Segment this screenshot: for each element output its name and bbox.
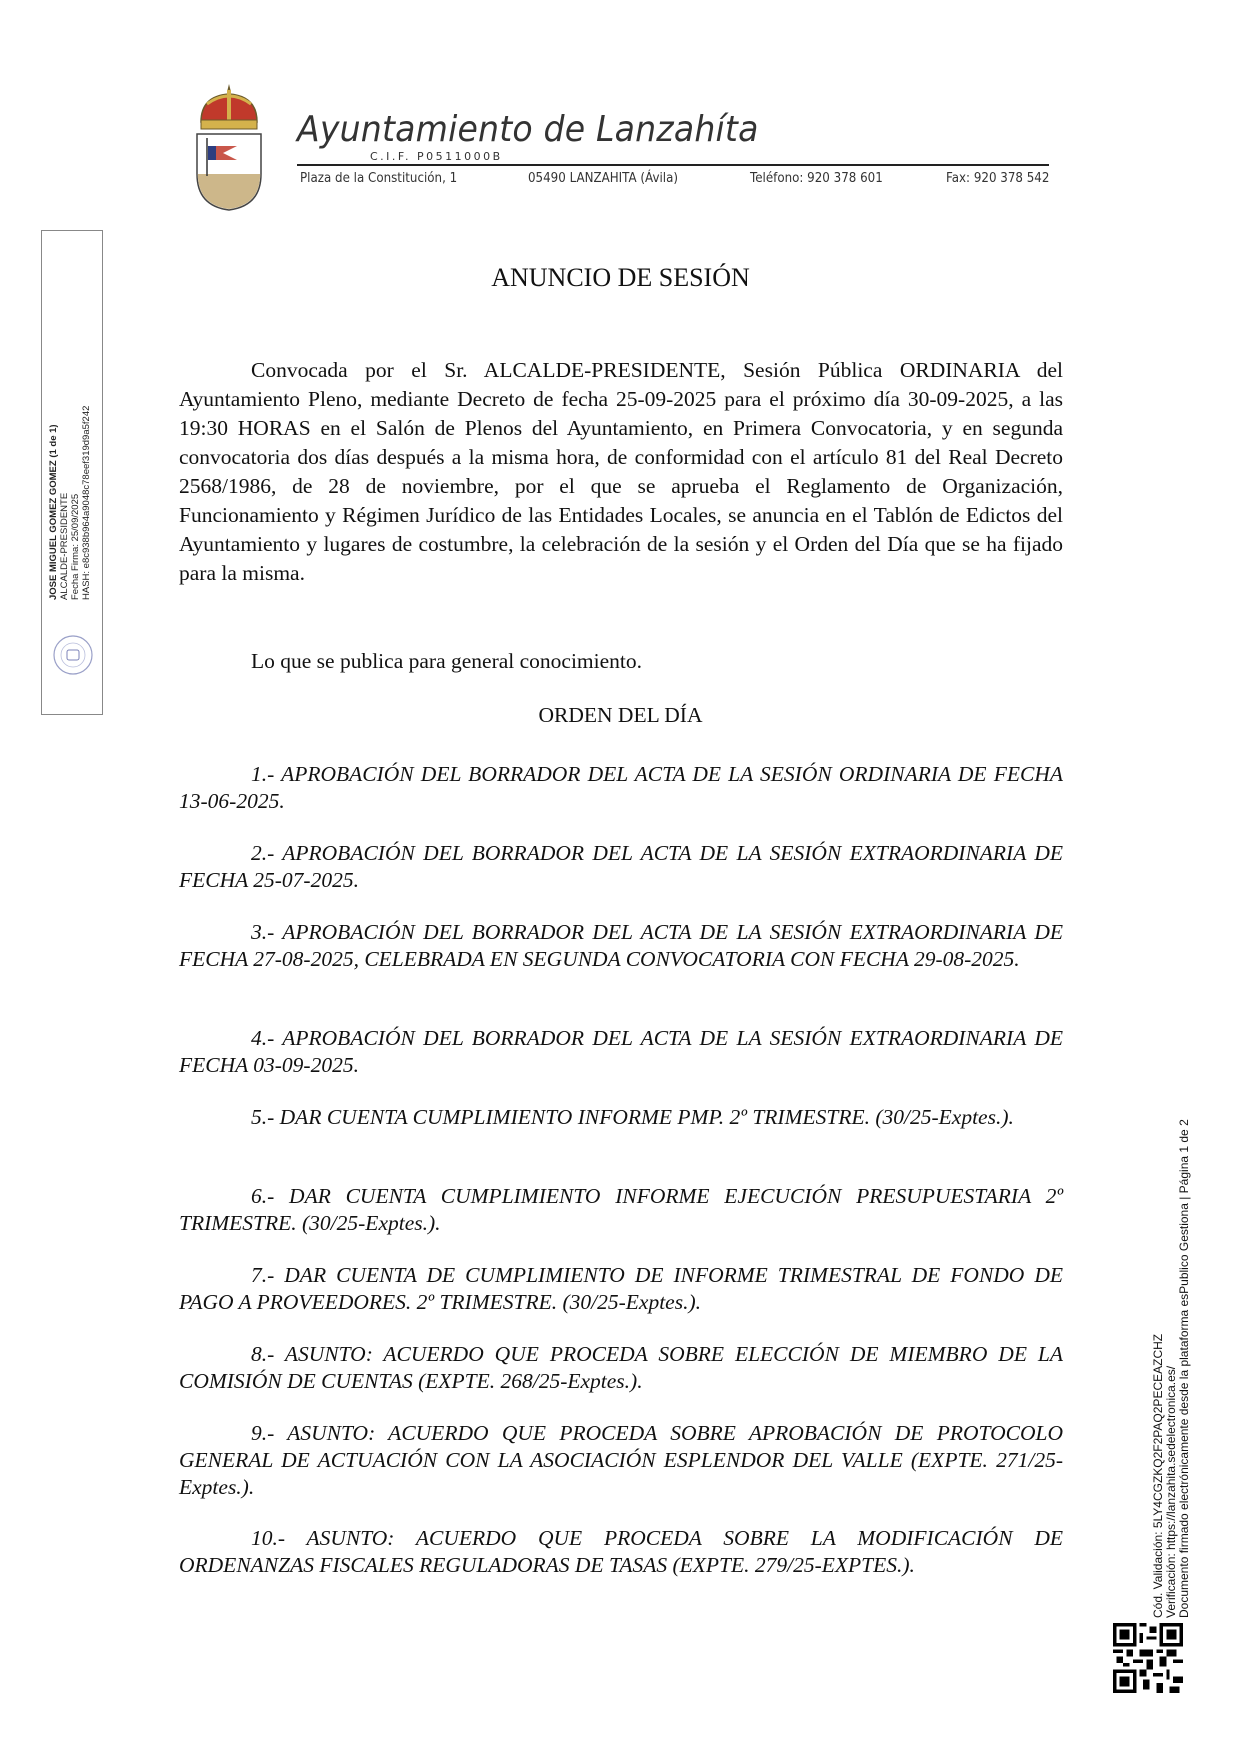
municipal-seal-icon	[52, 634, 94, 676]
intro-paragraph: Convocada por el Sr. ALCALDE-PRESIDENTE, Sesión Pública ORDINARIA del Ayuntamiento Pleno, mediante Decreto de fecha 25-09-2025 para el próximo día 30-09-2025, a las 19:30 HORAS en el Salón de Plenos del Ayuntamiento, en Primera Convocatoria, y en segunda convocatoria dos días después a la misma hora, de conformidad con el artículo 81 del Real Decreto 2568/1986, de 28 de noviembre, por el que se aprueba el Reglamento de Organización, Funcionamiento y Régimen Jurídico de las Entidades Locales, se anuncia en el Tablón de Edictos del Ayuntamiento y lugares de costumbre, la celebración de la sesión y el Orden del Día que se ha fijado para la misma.	[179, 358, 1063, 585]
signature-hash: HASH: e8c938b964a9048c78eef319d9a5f242	[81, 405, 92, 600]
agenda-title: ORDEN DEL DÍA	[538, 703, 703, 727]
signer-name: JOSE MIGUEL GOMEZ GOMEZ (1 de 1)	[48, 424, 59, 600]
validation-code: Cód. Validación: 5LY4CGZKQ2F2PAQ2PECEAZCHZ	[1151, 1333, 1165, 1618]
letterhead-title: Ayuntamiento de Lanzahíta	[297, 109, 759, 150]
document-title: ANUNCIO DE SESIÓN	[491, 263, 750, 292]
coat-of-arms-icon	[193, 82, 265, 212]
letterhead-city: 05490 LANZAHITA (Ávila)	[528, 170, 679, 186]
verification-block	[1152, 1119, 1191, 1618]
agenda-item: 5.- DAR CUENTA CUMPLIMIENTO INFORME PMP. 2º TRIMESTRE. (30/25-Exptes.).	[251, 1105, 1014, 1129]
agenda-item: 8.- ASUNTO: ACUERDO QUE PROCEDA SOBRE ELECCIÓN DE MIEMBRO DE LA COMISIÓN DE CUENTAS (EXPTE. 268/25-Exptes.).	[179, 1342, 1063, 1393]
agenda-item: 4.- APROBACIÓN DEL BORRADOR DEL ACTA DE LA SESIÓN EXTRAORDINARIA DE FECHA 03-09-2025.	[179, 1026, 1063, 1077]
signer-role: ALCALDE-PRESIDENTE	[59, 492, 70, 600]
letterhead-address: Plaza de la Constitución, 1	[300, 170, 458, 186]
signature-block	[48, 406, 92, 600]
agenda-item: 2.- APROBACIÓN DEL BORRADOR DEL ACTA DE LA SESIÓN EXTRAORDINARIA DE FECHA 25-07-2025.	[179, 841, 1063, 892]
verification-url[interactable]: Verificación: https://lanzahita.sedelectronica.es/	[1164, 1365, 1178, 1618]
agenda-item: 1.- APROBACIÓN DEL BORRADOR DEL ACTA DE LA SESIÓN ORDINARIA DE FECHA 13-06-2025.	[179, 762, 1063, 813]
signature-date: Fecha Firma: 25/09/2025	[70, 493, 81, 600]
agenda-item: 3.- APROBACIÓN DEL BORRADOR DEL ACTA DE LA SESIÓN EXTRAORDINARIA DE FECHA 27-08-2025, CELEBRADA EN SEGUNDA CONVOCATORIA CON FECHA 29-08-2025.	[179, 920, 1063, 971]
publication-note: Lo que se publica para general conocimiento.	[251, 649, 643, 673]
qr-code-icon[interactable]	[1113, 1623, 1183, 1693]
letterhead-rule	[297, 164, 1049, 166]
letterhead-fax: Fax: 920 378 542	[946, 170, 1050, 186]
letterhead-phone: Teléfono: 920 378 601	[750, 170, 883, 186]
letterhead-cif: C.I.F. P0511000B	[370, 150, 503, 163]
agenda-item: 7.- DAR CUENTA DE CUMPLIMIENTO DE INFORME TRIMESTRAL DE FONDO DE PAGO A PROVEEDORES. 2º TRIMESTRE. (30/25-Exptes.).	[179, 1263, 1063, 1314]
agenda-item: 9.- ASUNTO: ACUERDO QUE PROCEDA SOBRE APROBACIÓN DE PROTOCOLO GENERAL DE ACTUACIÓN CON LA ASOCIACIÓN ESPLENDOR DEL VALLE (EXPTE. 271/25-Exptes.).	[179, 1421, 1063, 1499]
agenda-item: 10.- ASUNTO: ACUERDO QUE PROCEDA SOBRE LA MODIFICACIÓN DE ORDENANZAS FISCALES REGULADORAS DE TASAS (EXPTE. 279/25-EXPTES.).	[179, 1526, 1063, 1577]
platform-note: Documento firmado electrónicamente desde la plataforma esPublico Gestiona | Página 1 de 2	[1177, 1119, 1191, 1618]
agenda-item: 6.- DAR CUENTA CUMPLIMIENTO INFORME EJECUCIÓN PRESUPUESTARIA 2º TRIMESTRE. (30/25-Exptes.).	[179, 1184, 1063, 1235]
